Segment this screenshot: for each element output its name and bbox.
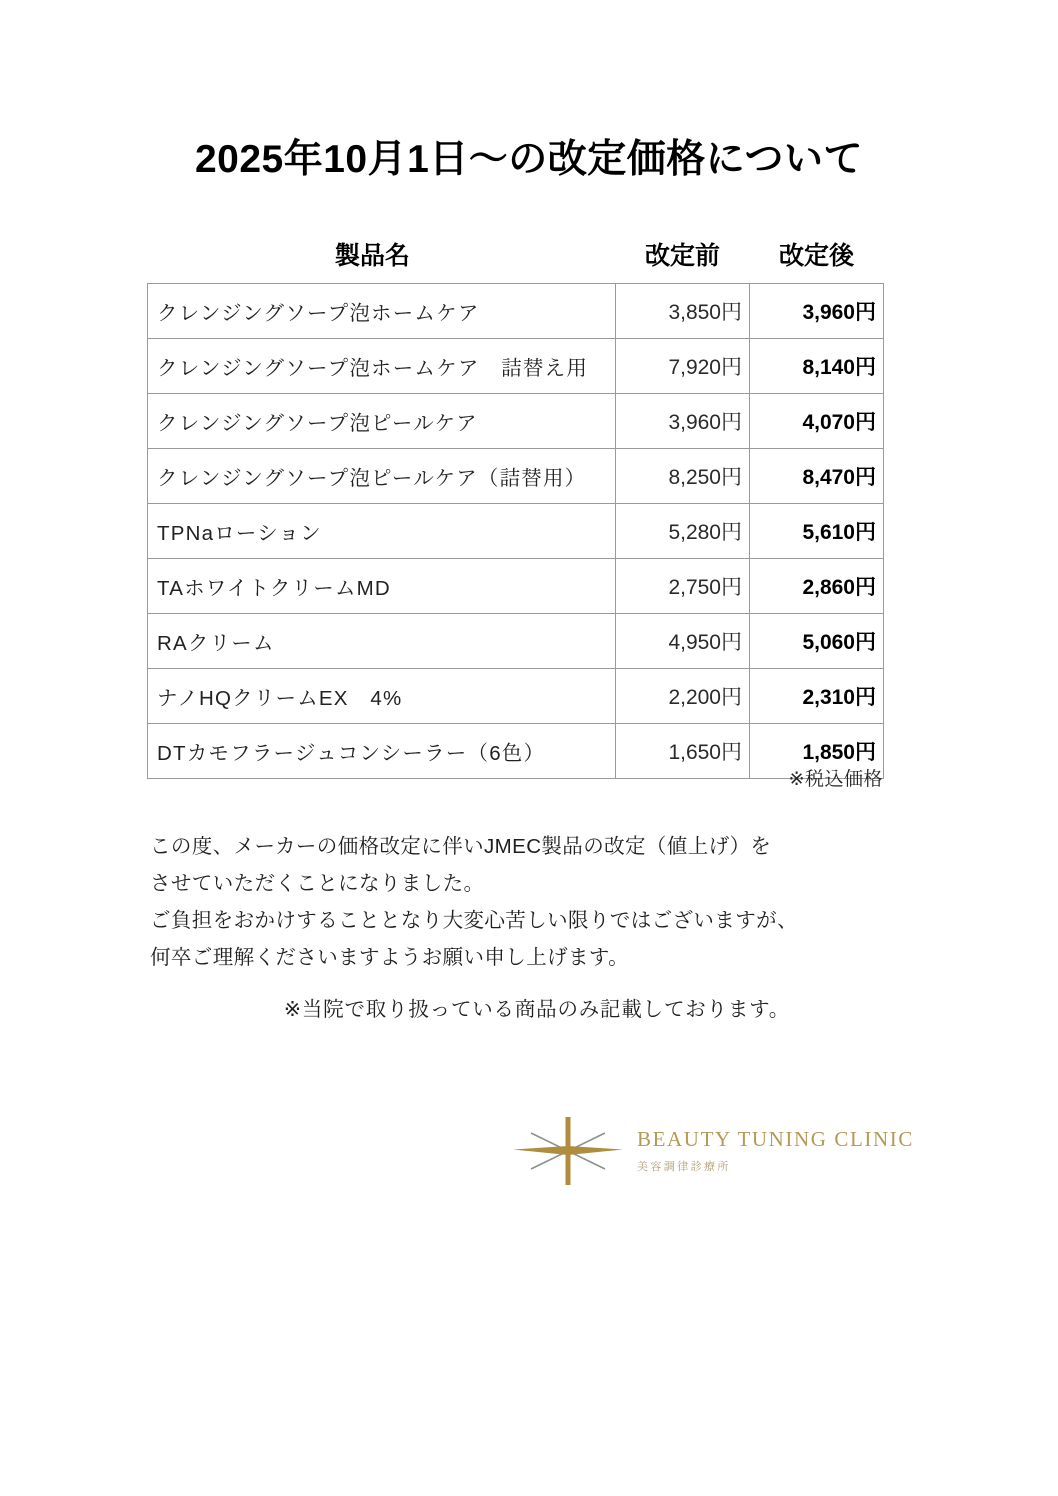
clinic-logo — [509, 1108, 914, 1194]
cell-price-after: 3,960円 — [750, 284, 884, 339]
price-revision-table — [147, 236, 884, 779]
price-table-container — [147, 236, 883, 779]
table-row — [148, 669, 884, 724]
starburst-icon — [509, 1111, 627, 1191]
cell-price-after: 5,610円 — [750, 504, 884, 559]
table-row — [148, 394, 884, 449]
table-body — [148, 284, 884, 779]
table-row — [148, 284, 884, 339]
cell-price-after: 5,060円 — [750, 614, 884, 669]
logo-text-block — [637, 1128, 914, 1174]
column-header-after: 改定後 — [778, 242, 854, 270]
body-line: 何卒ご理解くださいますようお願い申し上げます。 — [150, 946, 630, 969]
tax-included-note: ※税込価格 — [788, 769, 883, 790]
stocked-products-note: ※当院で取り扱っている商品のみ記載しております。 — [283, 998, 791, 1021]
body-line: ご負担をおかけすることとなり大変心苦しい限りではございますが、 — [150, 909, 798, 932]
column-header-before: 改定前 — [644, 242, 720, 270]
cell-price-before: 8,250円 — [616, 449, 750, 504]
column-header-product: 製品名 — [334, 242, 410, 270]
logo-subtitle: 美容調律診療所 — [637, 1161, 731, 1174]
cell-price-before: 4,950円 — [616, 614, 750, 669]
body-line: この度、メーカーの価格改定に伴いJMEC製品の改定（値上げ）を — [150, 835, 772, 858]
table-row — [148, 449, 884, 504]
cell-product-name: ナノHQクリームEX 4% — [148, 669, 616, 724]
logo-name: BEAUTY TUNING CLINIC — [637, 1126, 914, 1151]
table-row — [148, 614, 884, 669]
table-row — [148, 339, 884, 394]
table-header — [148, 236, 884, 284]
cell-price-after: 8,140円 — [750, 339, 884, 394]
table-row — [148, 559, 884, 614]
cell-price-after: 1,850円 — [750, 724, 884, 779]
cell-price-after: 2,310円 — [750, 669, 884, 724]
body-line: させていただくことになりました。 — [150, 872, 485, 895]
table-header-row — [148, 236, 884, 284]
cell-price-before: 3,850円 — [616, 284, 750, 339]
cell-price-before: 2,750円 — [616, 559, 750, 614]
cell-price-before: 5,280円 — [616, 504, 750, 559]
page-title: 2025年10月1日〜の改定価格について — [194, 138, 864, 181]
cell-product-name: TPNaローション — [148, 504, 616, 559]
cell-product-name: クレンジングソープ泡ピールケア（詰替用） — [148, 449, 616, 504]
cell-price-after: 8,470円 — [750, 449, 884, 504]
cell-product-name: DTカモフラージュコンシーラー（6色） — [148, 724, 616, 779]
cell-price-before: 2,200円 — [616, 669, 750, 724]
cell-product-name: クレンジングソープ泡ピールケア — [148, 394, 616, 449]
cell-price-before: 1,650円 — [616, 724, 750, 779]
cell-price-after: 2,860円 — [750, 559, 884, 614]
table-row — [148, 504, 884, 559]
cell-price-before: 7,920円 — [616, 339, 750, 394]
cell-product-name: RAクリーム — [148, 614, 616, 669]
cell-product-name: クレンジングソープ泡ホームケア 詰替え用 — [148, 339, 616, 394]
cell-price-before: 3,960円 — [616, 394, 750, 449]
cell-product-name: TAホワイトクリームMD — [148, 559, 616, 614]
body-paragraph — [150, 828, 850, 976]
cell-product-name: クレンジングソープ泡ホームケア — [148, 284, 616, 339]
cell-price-after: 4,070円 — [750, 394, 884, 449]
